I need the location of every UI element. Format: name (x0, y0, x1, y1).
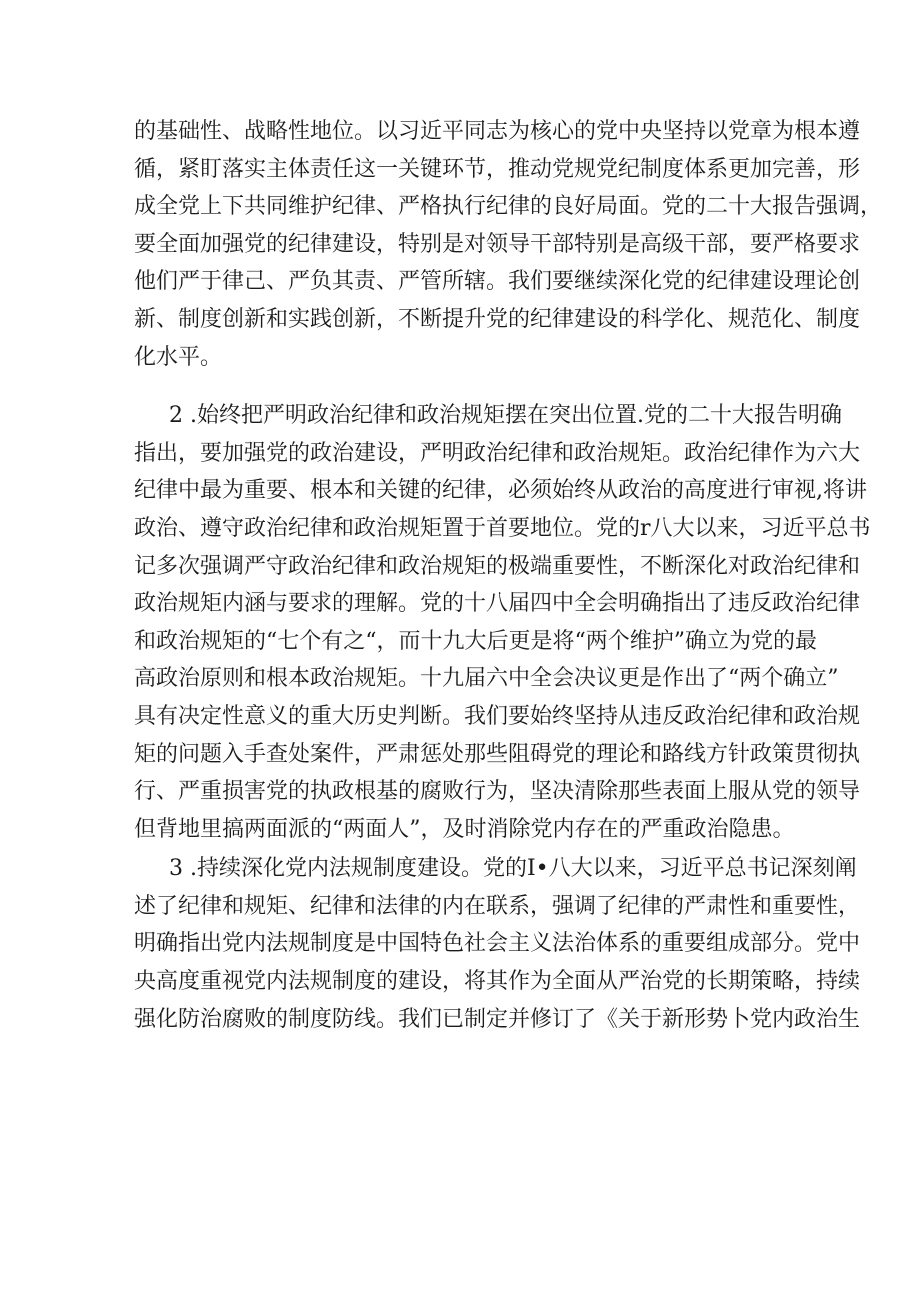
text-line: 记多次强调严守政治纪律和政治规矩的极端重要性，不断深化对政治纪律和 (134, 553, 861, 579)
paragraph-1 (134, 113, 883, 376)
text-line: 但背地里搞两面派的“两面人”，及时消除党内存在的严重政治隐患。 (134, 816, 795, 842)
text-line: 高政治原则和根本政治规矩。十九届六中全会决议更是作出了“两个确立” (134, 666, 839, 692)
text-line: 行、严重损害党的执政根基的腐败行为，坚决清除那些表面上服从党的领导 (134, 779, 861, 805)
text-line: 述了纪律和规矩、纪律和法律的内在联系，强调了纪律的严肃性和重要性， (134, 893, 861, 919)
text-line: 具有决定性意义的重大历史判断。我们要始终坚持从违反政治纪律和政治规 (134, 703, 861, 729)
text-line: 要全面加强党的纪律建设，特别是对领导干部特别是高级干部，要严格要求 (134, 231, 861, 257)
text-line: 纪律中最为重要、根本和关键的纪律，必须始终从政治的高度进行审视,将讲 (134, 478, 867, 504)
text-line: 2 .始终把严明政治纪律和政治规矩摆在突出位置.党的二十大报告明确 (169, 403, 842, 429)
text-line: 政治、遵守政治纪律和政治规矩置于首要地位。党的r八大以来，习近平总书 (134, 515, 871, 541)
text-line: 循，紧盯落实主体责任这一关键环节，推动党规党纪制度体系更加完善，形 (134, 156, 861, 182)
text-line: 强化防治腐败的制度防线。我们已制定并修订了《关于新形势卜党内政治生 (134, 1006, 861, 1032)
paragraph-3 (134, 850, 861, 1038)
paragraph-2 (134, 397, 871, 848)
text-line: 化水平。 (134, 344, 223, 370)
text-line: 矩的问题入手查处案件，严肃惩处那些阻碍党的理论和路线方针政策贯彻执 (134, 741, 861, 767)
text-line: 政治规矩内涵与要求的理解。党的十八届四中全会明确指出了违反政治纪律 (134, 591, 861, 617)
document-body (134, 113, 883, 1038)
text-line: 新、制度创新和实践创新，不断提升党的纪律建设的科学化、规范化、制度 (134, 306, 861, 332)
text-line: 的基础性、战略性地位。以习近平同志为核心的党中央坚持以党章为根本遵 (134, 119, 861, 144)
text-line: 3 .持续深化党内法规制度建设。党的I•八大以来，习近平总书记深刻阐 (169, 856, 857, 882)
text-line: 他们严于律己、严负其责、严管所辖。我们要继续深化党的纪律建设理论创 (134, 269, 861, 295)
text-line: 央高度重视党内法规制度的建设，将其作为全面从严治党的长期策略，持续 (134, 969, 861, 995)
text-line: 明确指出党内法规制度是中国特色社会主义法治体系的重要组成部分。党中 (134, 931, 861, 957)
text-line: 指出，要加强党的政治建设，严明政治纪律和政治规矩。政治纪律作为六大 (134, 440, 861, 466)
text-line: 成全党上下共同维护纪律、严格执行纪律的良好局面。党的二十大报告强调， (134, 194, 883, 220)
text-line: 和政治规矩的“七个有之“，而十九大后更是将“两个维护”确立为党的最 (134, 628, 817, 654)
